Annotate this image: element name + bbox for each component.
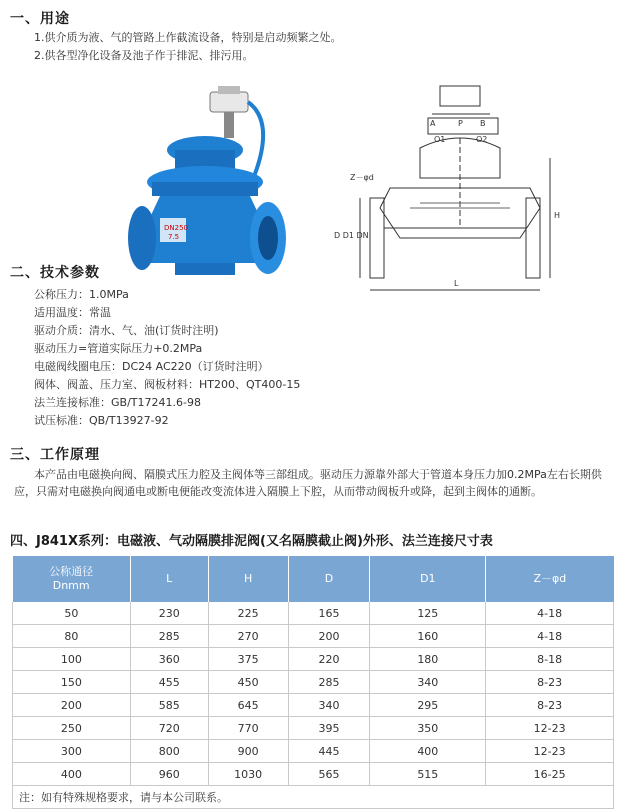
param-item: 驱动介质：清水、气、油(订货时注明) [34,324,219,337]
section-title-params: 二、技术参数 [10,265,100,281]
header-l: L [130,556,208,602]
table-note: 注：如有特殊规格要求，请与本公司联系。 [13,786,614,809]
table-cell: 900 [208,740,288,763]
table-cell: 180 [370,648,486,671]
diagram-label-d: D D1 DN [334,231,369,240]
table-cell: 80 [13,625,131,648]
header-d: D [288,556,370,602]
header-zd: Z－φd [486,556,614,602]
valve-photo [120,78,290,288]
dimension-table [12,556,614,809]
table-cell: 340 [370,671,486,694]
diagram-label-a: A [430,119,436,128]
table-cell: 375 [208,648,288,671]
section-title-table: 四、J841X系列：电磁液、气动隔膜排泥阀(又名隔膜截止阀)外形、法兰连接尺寸表 [10,534,493,549]
table-cell: 515 [370,763,486,786]
diagram-label-o2: O2 [476,135,488,144]
table-cell: 450 [208,671,288,694]
table-cell: 720 [130,717,208,740]
table-cell: 960 [130,763,208,786]
table-row [13,671,614,694]
table-cell: 200 [13,694,131,717]
photo-label: DN250 [164,224,188,232]
table-cell: 400 [370,740,486,763]
table-cell: 295 [370,694,486,717]
table-cell: 360 [130,648,208,671]
usage-item-2: 2.供各型净化设备及池子作于排泥、排污用。 [34,49,254,62]
table-note-row [13,786,614,809]
table-cell: 200 [288,625,370,648]
param-item: 驱动压力=管道实际压力+0.2MPa [34,342,203,355]
table-header-row [13,556,614,602]
section-title-principle: 三、工作原理 [10,447,100,463]
table-cell: 395 [288,717,370,740]
diagram-label-zd: Z－φd [350,173,374,182]
table-cell: 645 [208,694,288,717]
table-cell: 12-23 [486,740,614,763]
diagram-label-h: H [554,211,561,220]
table-cell: 445 [288,740,370,763]
diagram-label-o1: O1 [434,135,446,144]
table-cell: 225 [208,602,288,625]
table-cell: 250 [13,717,131,740]
header-h: H [208,556,288,602]
param-item: 阀体、阀盖、压力室、阀板材料：HT200、QT400-15 [34,378,301,391]
table-row [13,602,614,625]
table-cell: 165 [288,602,370,625]
diagram-label-b: B [480,119,486,128]
dimension-diagram [330,78,620,298]
diagram-label-l: L [454,279,459,288]
table-cell: 800 [130,740,208,763]
table-cell: 8-23 [486,694,614,717]
table-cell: 770 [208,717,288,740]
diagram-label-p: P [458,119,463,128]
table-cell: 4-18 [486,602,614,625]
table-row [13,625,614,648]
table-cell: 8-18 [486,648,614,671]
table-cell: 285 [130,625,208,648]
table-cell: 400 [13,763,131,786]
table-cell: 125 [370,602,486,625]
table-row [13,694,614,717]
table-cell: 150 [13,671,131,694]
table-cell: 340 [288,694,370,717]
table-row [13,740,614,763]
usage-item-1: 1.供介质为液、气的管路上作截流设备，特别是启动频繁之处。 [34,31,342,44]
header-dn [13,556,131,602]
param-item: 适用温度：常温 [34,306,111,319]
table-cell: 1030 [208,763,288,786]
header-dn-line2: Dnmm [52,579,90,592]
table-cell: 270 [208,625,288,648]
table-cell: 285 [288,671,370,694]
table-cell: 160 [370,625,486,648]
table-cell: 50 [13,602,131,625]
table-cell: 220 [288,648,370,671]
table-cell: 4-18 [486,625,614,648]
param-item: 公称压力：1.0MPa [34,288,129,301]
table-row [13,648,614,671]
photo-sublabel: 7.5 [168,233,180,241]
table-cell: 8-23 [486,671,614,694]
table-row [13,717,614,740]
header-d1: D1 [370,556,486,602]
section-title-usage: 一、用途 [10,11,70,27]
header-dn-line1: 公称通径 [49,565,94,578]
principle-text: 本产品由电磁换向阀、隔膜式压力腔及主阀体等三部组成。驱动压力源靠外部大于管道本身压力加0.2MPa左右长期供应，只需对电磁换向阀通电或断电便能改变流体进入隔膜上下腔，从而带动阀板升或降，起到主阀体的通断。 [14,468,602,498]
table-cell: 100 [13,648,131,671]
param-item: 试压标准：QB/T13927-92 [34,414,169,427]
table-row [13,763,614,786]
param-item: 法兰连接标准：GB/T17241.6-98 [34,396,201,409]
table-cell: 300 [13,740,131,763]
table-cell: 230 [130,602,208,625]
table-cell: 455 [130,671,208,694]
table-cell: 12-23 [486,717,614,740]
table-cell: 565 [288,763,370,786]
table-cell: 16-25 [486,763,614,786]
table-cell: 585 [130,694,208,717]
table-cell: 350 [370,717,486,740]
param-item: 电磁阀线圈电压：DC24 AC220（订货时注明） [34,360,269,373]
